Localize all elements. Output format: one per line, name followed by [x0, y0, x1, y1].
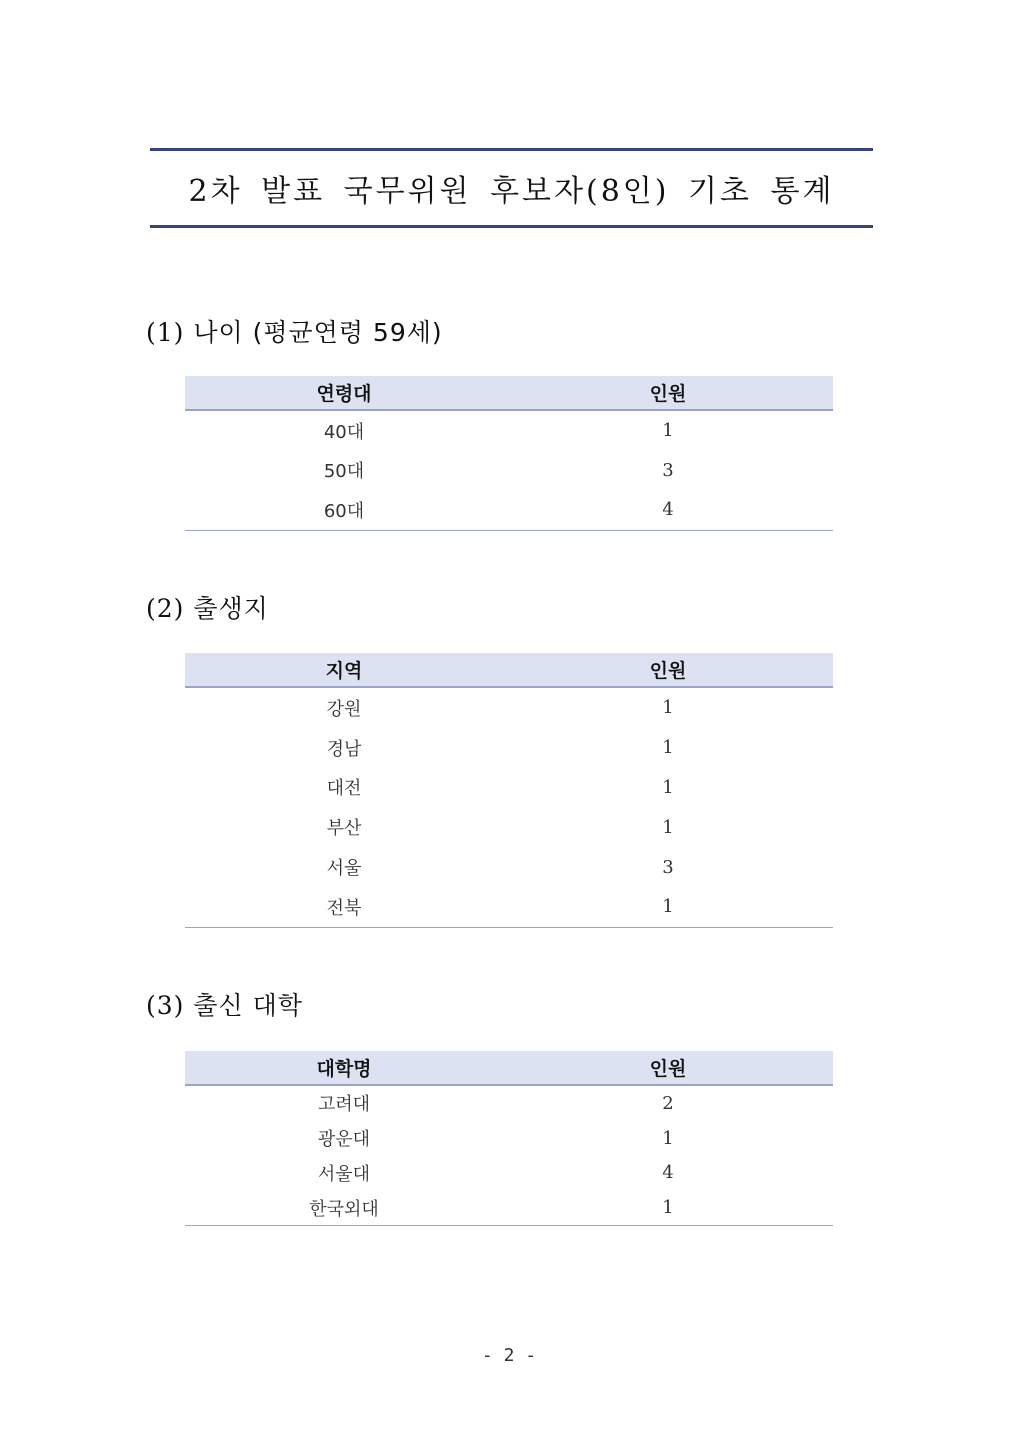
- column-header-count: 인원: [503, 1051, 833, 1085]
- row-count: 3: [662, 856, 674, 878]
- column-header-count: 인원: [503, 376, 833, 410]
- section-title: 출신 대학: [193, 991, 303, 1020]
- row-count: 1: [662, 816, 674, 838]
- row-label: 40대: [323, 421, 365, 443]
- section-heading-university: [146, 986, 303, 1022]
- section-number: (1): [146, 318, 185, 347]
- row-label: 부산: [326, 818, 362, 840]
- table-row: [185, 1085, 833, 1121]
- column-header-count: 인원: [503, 653, 833, 687]
- table-row: [185, 410, 833, 451]
- row-label: 서울: [326, 858, 362, 880]
- age-table: [185, 376, 833, 531]
- table-row: [185, 807, 833, 847]
- table-row: [185, 728, 833, 768]
- row-label: 서울대: [317, 1163, 371, 1185]
- section-title: 출생지: [193, 594, 269, 623]
- row-label: 대전: [326, 778, 362, 800]
- row-count: 1: [662, 697, 674, 719]
- section-heading-birthplace: [146, 589, 269, 625]
- section-number: (2): [146, 594, 185, 623]
- section-title: 나이 (평균연령 59세): [193, 318, 443, 347]
- university-table: [185, 1051, 833, 1226]
- row-count: 4: [662, 499, 674, 521]
- table-header-row: [185, 653, 833, 687]
- table-row: [185, 1156, 833, 1191]
- title-box: [150, 148, 873, 228]
- column-header-university: 대학명: [185, 1051, 503, 1085]
- table-row: [185, 847, 833, 887]
- row-count: 3: [662, 459, 674, 481]
- document-title: 2차 발표 국무위원 후보자(8인) 기초 통계: [188, 174, 835, 209]
- table-row: [185, 887, 833, 927]
- row-label: 강원: [326, 698, 362, 720]
- table-row: [185, 687, 833, 728]
- page-number: - 2 -: [481, 1345, 537, 1366]
- row-label: 한국외대: [309, 1198, 379, 1220]
- row-label: 전북: [326, 897, 362, 919]
- row-label: 60대: [323, 500, 365, 522]
- table-row: [185, 451, 833, 491]
- column-header-age-group: 연령대: [185, 376, 503, 410]
- row-label: 50대: [323, 461, 365, 483]
- table-row: [185, 1190, 833, 1225]
- section-heading-age: [146, 313, 443, 349]
- row-count: 1: [662, 776, 674, 798]
- row-label: 경남: [326, 738, 362, 760]
- row-count: 1: [662, 420, 674, 442]
- row-count: 2: [662, 1092, 674, 1114]
- row-count: 1: [662, 1127, 674, 1149]
- row-count: 4: [662, 1162, 674, 1184]
- table-header-row: [185, 376, 833, 410]
- table-header-row: [185, 1051, 833, 1085]
- table-row: [185, 768, 833, 808]
- section-number: (3): [146, 991, 185, 1020]
- row-count: 1: [662, 896, 674, 918]
- table-row: [185, 1121, 833, 1156]
- row-count: 1: [662, 737, 674, 759]
- birthplace-table: [185, 653, 833, 928]
- row-label: 광운대: [317, 1129, 371, 1151]
- row-count: 1: [662, 1197, 674, 1219]
- row-label: 고려대: [317, 1094, 371, 1116]
- table-row: [185, 490, 833, 530]
- column-header-region: 지역: [185, 653, 503, 687]
